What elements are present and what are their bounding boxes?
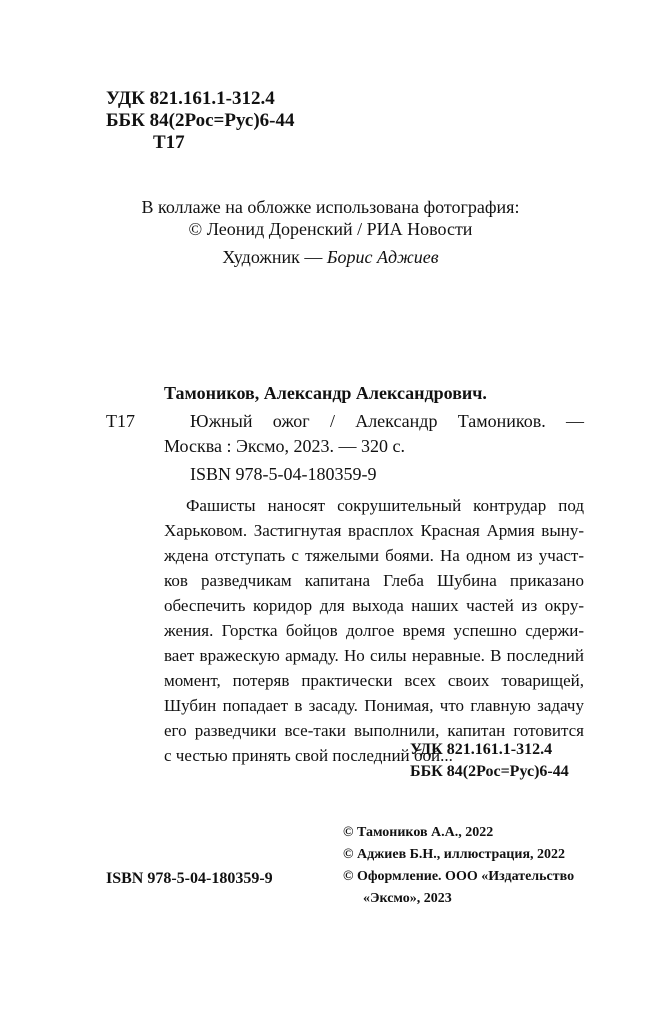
artist-label: Художник — [222, 247, 327, 267]
udk-top: УДК 821.161.1-312.4 [106, 88, 275, 109]
annotation-line: момент, потеряв практически всех своих товарищей, [164, 671, 584, 690]
photo-copyright: © Леонид Доренский / РИА Новости [188, 219, 473, 239]
catalog-title-line2: Москва : Эксмо, 2023. — 320 с. [164, 436, 406, 456]
annotation-line: обеспечить коридор для выхода наших частей из окру- [164, 596, 584, 615]
bbk-top: ББК 84(2Рос=Рус)6-44 [106, 110, 295, 131]
annotation [164, 493, 584, 768]
annotation-line: его разведчики все-таки выполнили, капитан готовится [164, 721, 584, 740]
annotation-line: с честью принять свой последний бой... [164, 746, 453, 765]
isbn-bottom: ISBN 978-5-04-180359-9 [106, 870, 273, 887]
annotation-line: Харьковом. Застигнутая врасплох Красная Армия выну- [164, 521, 584, 540]
annotation-line: Шубин попадает в засаду. Понимая, что главную задачу [164, 696, 584, 715]
annotation-line: Фашисты наносят сокрушительный контрудар под [186, 496, 584, 515]
copyright-design: © Оформление. ООО «Издательство [343, 869, 575, 884]
copyright-illustration: © Аджиев Б.Н., иллюстрация, 2022 [343, 847, 566, 862]
catalog-mark: Т17 [106, 411, 135, 431]
catalog-author-heading: Тамоников, Александр Александрович. [164, 383, 487, 403]
annotation-line: ждена отступать с тяжелыми боями. На одном из участ- [164, 546, 584, 565]
copyright-author: © Тамоников А.А., 2022 [343, 825, 494, 840]
artist-credit [0, 247, 661, 268]
author-mark-top: Т17 [153, 132, 185, 153]
annotation-line: вает вражескую армаду. Но силы неравные. В последний [164, 646, 584, 665]
udk-bottom: УДК 821.161.1-312.4 [410, 741, 553, 758]
bbk-bottom: ББК 84(2Рос=Рус)6-44 [410, 763, 569, 780]
cover-photo-credit: В коллаже на обложке использована фотография: [141, 197, 520, 217]
catalog-isbn: ISBN 978-5-04-180359-9 [190, 464, 377, 484]
artist-name: Борис Аджиев [326, 247, 439, 267]
catalog-title-line1: Южный ожог / Александр Тамоников. — [190, 411, 584, 431]
copyright-publisher: «Эксмо», 2023 [363, 891, 452, 906]
annotation-line: жения. Горстка бойцов долгое время успешно сдержи- [164, 621, 584, 640]
annotation-line: ков разведчикам капитана Глеба Шубина приказано [164, 571, 584, 590]
